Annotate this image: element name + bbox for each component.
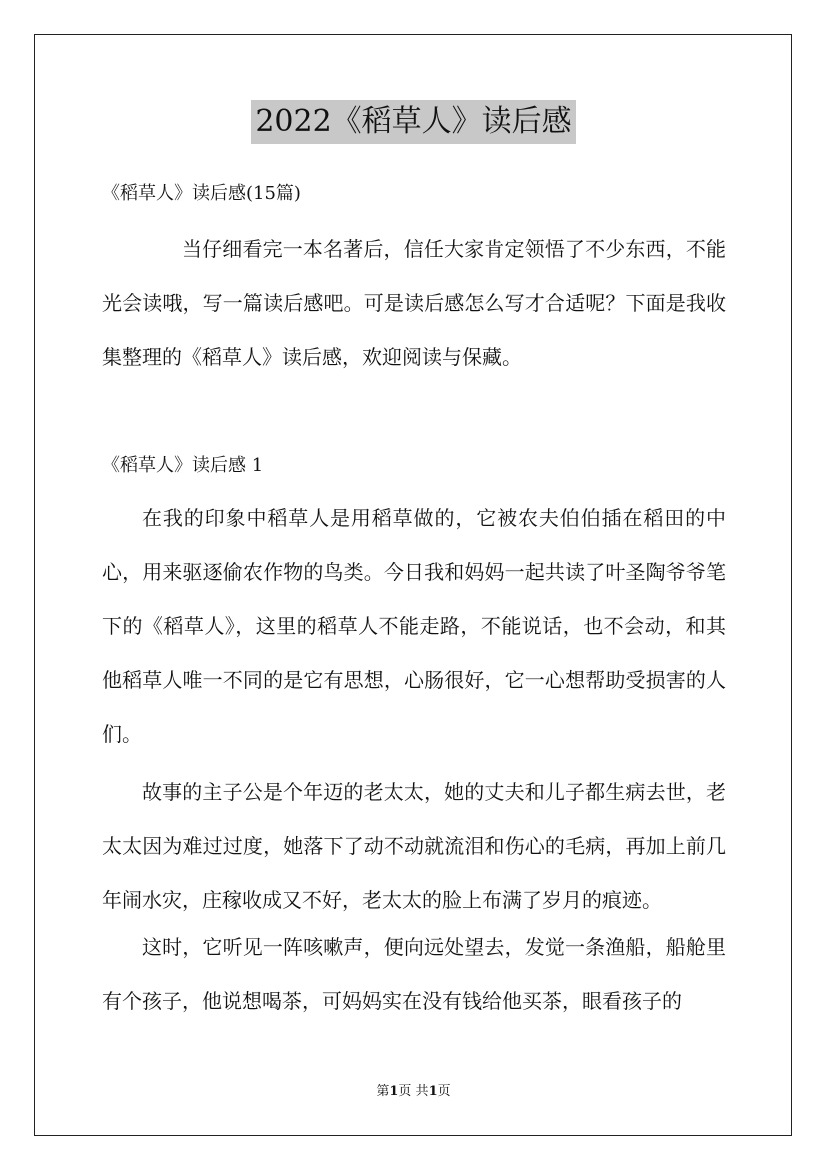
intro-paragraph: 当仔细看完一本名著后，信任大家肯定领悟了不少东西，不能光会读哦，写一篇读后感吧。可是读后感怎么写才合适呢？下面是我收集整理的《稻草人》读后感，欢迎阅读与保藏。 [102,237,726,369]
body-paragraph-2: 故事的主子公是个年迈的老太太，她的丈夫和儿子都生病去世，老太太因为难过过度，她落下了动不动就流泪和伤心的毛病，再加上前几年闹水灾，庄稼收成又不好，老太太的脸上布满了岁月的痕迹。 [102,780,726,912]
footer-page-suffix: 页 [437,1084,451,1099]
document-subtitle: 《稻草人》读后感(15篇) [102,183,301,204]
section-heading: 《稻草人》读后感 1 [102,455,264,476]
document-title-container [0,100,827,144]
page-footer [0,1082,827,1102]
footer-page-prefix: 第 [376,1084,390,1099]
footer-page-mid: 页 共 [398,1084,429,1099]
document-title: 2022《稻草人》读后感 [251,100,575,144]
footer-page-total: 1 [428,1084,438,1099]
body-paragraph-1: 在我的印象中稻草人是用稻草做的，它被农夫伯伯插在稻田的中心，用来驱逐偷农作物的鸟类。今日我和妈妈一起共读了叶圣陶爷爷笔下的《稻草人》，这里的稻草人不能走路，不能说话，也不会动，和其他稻草人唯一不同的是它有思想，心肠很好，它一心想帮助受损害的人们。 [102,506,726,746]
footer-page-current: 1 [389,1084,399,1099]
body-paragraph-3: 这时，它听见一阵咳嗽声，便向远处望去，发觉一条渔船，船舱里有个孩子，他说想喝茶，可妈妈实在没有钱给他买茶，眼看孩子的 [102,935,726,1013]
